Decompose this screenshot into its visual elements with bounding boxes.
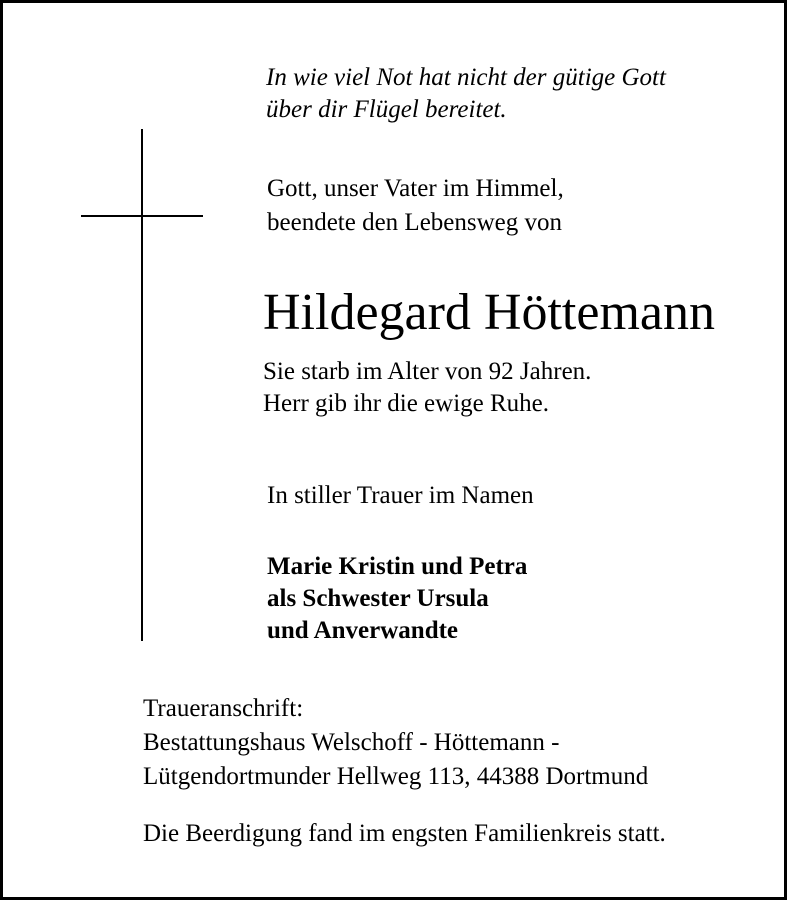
intro-line: Gott, unser Vater im Himmel, <box>267 175 564 202</box>
cross-horizontal-bar <box>81 215 203 217</box>
mourning-address <box>143 692 648 794</box>
family-line: und Anverwandte <box>267 617 459 644</box>
address-line: Lütgendortmunder Hellweg 113, 44388 Dortmund <box>143 763 649 790</box>
bible-verse <box>266 62 666 126</box>
deceased-name: Hildegard Höttemann <box>263 284 715 341</box>
address-line: Bestattungshaus Welschoff - Höttemann - <box>143 729 560 756</box>
details-line: Sie starb im Alter von 92 Jahren. <box>263 358 592 385</box>
death-details <box>263 356 591 420</box>
family-line: Marie Kristin und Petra <box>267 553 528 580</box>
verse-line: über dir Flügel bereitet. <box>266 96 507 123</box>
details-line: Herr gib ihr die ewige Ruhe. <box>263 390 550 417</box>
verse-line: In wie viel Not hat nicht der gütige Gott <box>266 64 666 91</box>
intro-text <box>267 172 564 240</box>
family-line: als Schwester Ursula <box>267 585 489 612</box>
mourning-text: In stiller Trauer im Namen <box>267 482 534 509</box>
funeral-note: Die Beerdigung fand im engsten Familienkreis statt. <box>143 820 666 847</box>
family-names <box>267 551 527 647</box>
intro-line: beendete den Lebensweg von <box>267 209 563 236</box>
address-label: Traueranschrift: <box>143 695 304 722</box>
cross-vertical-bar <box>141 129 143 641</box>
